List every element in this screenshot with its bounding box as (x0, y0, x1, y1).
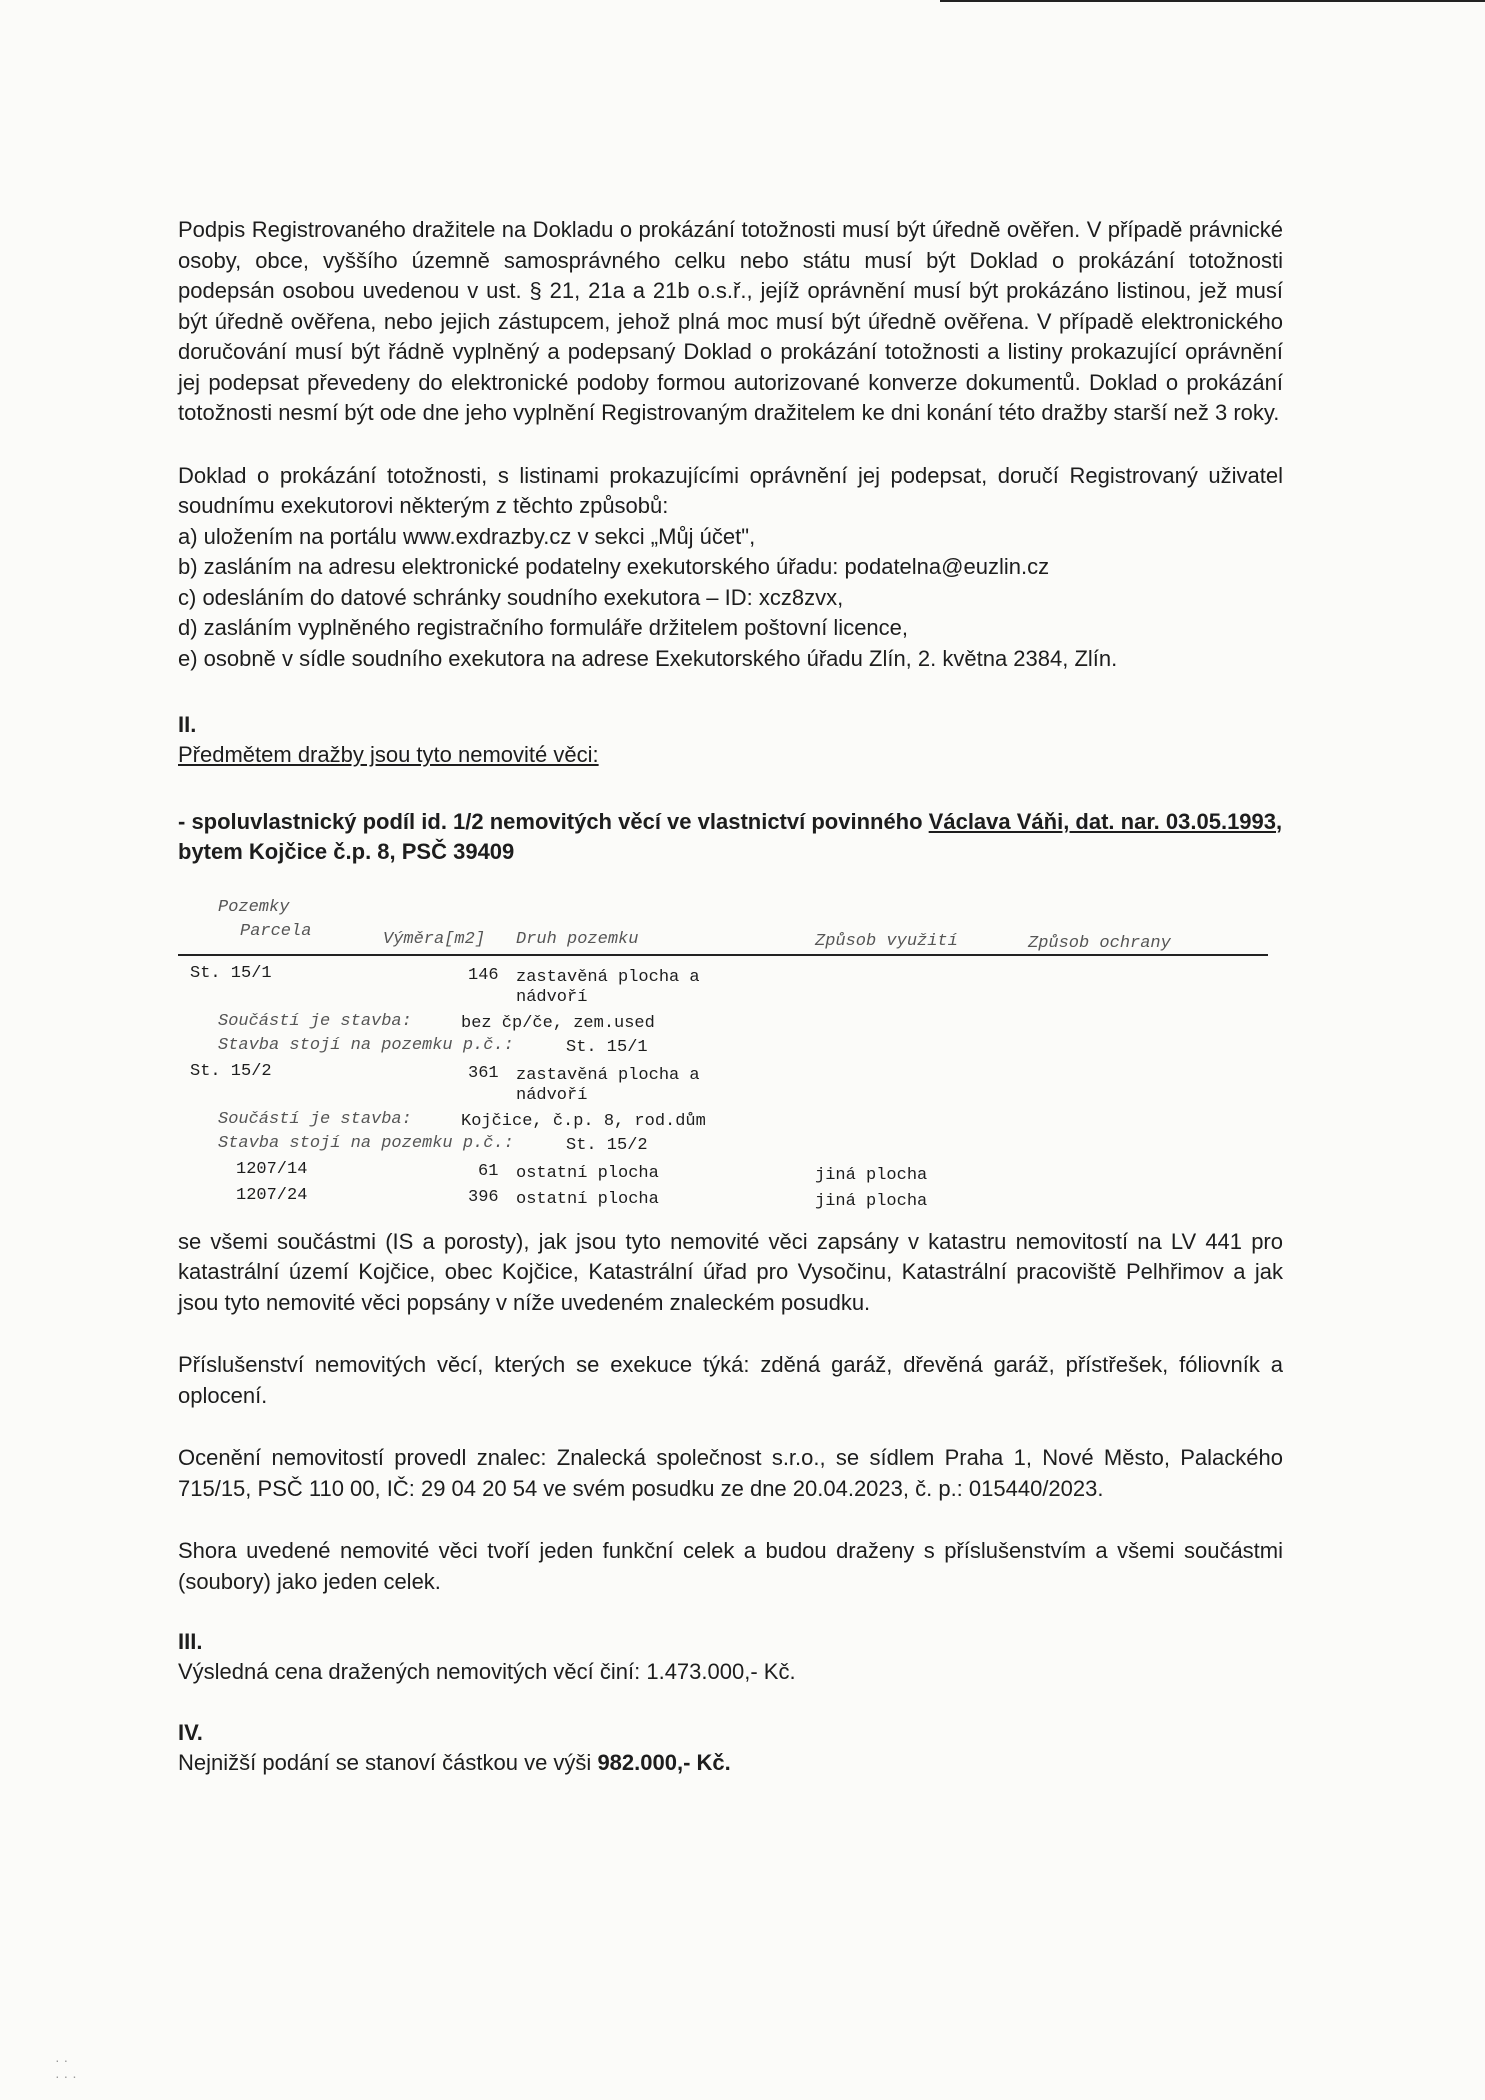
minimum-bid-amount: 982.000,- Kč. (597, 1749, 731, 1775)
r4-vyuziti: jiná plocha (815, 1191, 928, 1211)
delivery-option-a: a) uložením na portálu www.exdrazby.cz v sekci „Můj účet", (178, 523, 756, 549)
r4-parcela: 1207/24 (236, 1185, 308, 1205)
r2-soucast-value: Kojčice, č.p. 8, rod.dům (461, 1111, 706, 1131)
r1-soucast-value: bez čp/če, zem.used (461, 1013, 655, 1033)
delivery-option-c: c) odesláním do datové schránky soudního exekutora – ID: xcz8zvx, (178, 584, 844, 610)
th-parcela: Parcela (240, 921, 312, 941)
th-vyuziti: Způsob využití (815, 931, 958, 951)
r2-vymera: 361 (468, 1063, 499, 1083)
valuation-paragraph: Ocenění nemovitostí provedl znalec: Znalecká společnost s.r.o., se sídlem Praha 1, Nové Město, Palackého 715/15, PSČ 110 00, IČ: 29 04 20 54 ve svém posudku ze dne 20.04.2023, č. p.: 015440/2023. (178, 1445, 1283, 1501)
minimum-bid-line (178, 1748, 1283, 1779)
r2-soucast-label: Součástí je stavba: (218, 1109, 412, 1129)
registry-paragraph: se všemi součástmi (IS a porosty), jak jsou tyto nemovité věci zapsány v katastru nemovitostí na LV 441 pro katastrální území Kojčice, obec Kojčice, Katastrální úřad pro Vysočinu, Katastrální pracoviště Pelhřimov a jak jsou tyto nemovité věci popsány v níže uvedeném znaleckém posudku. (178, 1228, 1283, 1315)
scan-speckles: · · · · · (55, 2052, 77, 2084)
section-number-3: III. (178, 1629, 203, 1654)
table-header-rule (178, 954, 1268, 956)
r1-druh-cont: nádvoří (516, 987, 588, 1007)
delivery-option-d: d) zasláním vyplněného registračního formuláře držitelem poštovní licence, (178, 615, 909, 640)
r3-druh: ostatní plocha (516, 1163, 659, 1183)
final-price-text: Výsledná cena dražených nemovitých věcí činí: 1.473.000,- Kč. (178, 1659, 796, 1684)
intro-paragraph-1: Podpis Registrovaného dražitele na Dokladu o prokázání totožnosti musí být úředně ověřen. V případě právnické osoby, obce, vyššího územně samosprávného celku nebo státu musí být Doklad o prokázání totožnosti podepsán osobou uvedenou v ust. § 21, 21a a 21b o.s.ř., jejíž oprávnění musí být prokázáno listinou, jež musí být úředně ověřena, nebo jejich zástupcem, jehož plná moc musí být úředně ověřena. V případě elektronického doručování musí být řádně vyplněný a podepsaný Doklad o prokázání totožnosti a listiny prokazující oprávnění jej podepsat převedeny do elektronické podoby formou autorizované konverze dokumentů. Doklad o prokázání totožnosti nesmí být ode dne jeho vyplnění Registrovaným dražitelem ke dni konání této dražby starší než 3 roky. (178, 217, 1283, 425)
th-druh: Druh pozemku (516, 929, 639, 949)
top-border-line (940, 0, 1485, 2)
delivery-option-b: b) zasláním na adresu elektronické podatelny exekutorského úřadu: podatelna@euzlin.cz (178, 554, 1050, 579)
th-ochrany: Způsob ochrany (1028, 933, 1171, 953)
r2-stoji-value: St. 15/2 (566, 1135, 648, 1155)
r2-stoji-label: Stavba stojí na pozemku p.č.: (218, 1133, 514, 1153)
r1-stoji-label: Stavba stojí na pozemku p.č.: (218, 1035, 514, 1055)
r1-vymera: 146 (468, 965, 499, 985)
section-number-2: II. (178, 712, 197, 737)
r1-parcela: St. 15/1 (190, 963, 272, 983)
parcel-table (178, 886, 1283, 1211)
subject-post: , bytem Kojčice č.p. 8, PSČ 39409 (178, 808, 1283, 864)
delivery-option-e: e) osobně v sídle soudního exekutora na adrese Exekutorského úřadu Zlín, 2. května 2384, Zlín. (178, 645, 1118, 671)
minimum-bid-text: Nejnižší podání se stanoví částkou ve výši (178, 1749, 598, 1775)
subject-line (178, 807, 1283, 868)
unit-paragraph: Shora uvedené nemovité věci tvoří jeden funkční celek a budou draženy s příslušenstvím a všemi součástmi (soubory) jako jeden celek. (178, 1538, 1283, 1594)
r2-druh: zastavěná plocha a (516, 1065, 700, 1085)
document-content (178, 215, 1283, 1778)
r3-vyuziti: jiná plocha (815, 1165, 928, 1185)
r3-parcela: 1207/14 (236, 1159, 308, 1179)
section-heading-2: Předmětem dražby jsou tyto nemovité věci: (178, 742, 599, 767)
r4-vymera: 396 (468, 1187, 499, 1207)
r1-stoji-value: St. 15/1 (566, 1037, 648, 1057)
th-pozemky: Pozemky (218, 897, 290, 917)
r2-druh-cont: nádvoří (516, 1085, 588, 1105)
th-vymera: Výměra[m2] (383, 929, 486, 949)
r3-vymera: 61 (478, 1161, 499, 1181)
r4-druh: ostatní plocha (516, 1189, 659, 1209)
subject-pre: - spoluvlastnický podíl id. 1/2 nemovitých věcí ve vlastnictví povinného (178, 808, 929, 834)
accessories-paragraph: Příslušenství nemovitých věcí, kterých se exekuce týká: zděná garáž, dřevěná garáž, přístřešek, fóliovník a oplocení. (178, 1352, 1283, 1408)
r1-druh: zastavěná plocha a (516, 967, 700, 987)
subject-name: Václava Váňi, dat. nar. 03.05.1993 (928, 808, 1277, 834)
r1-soucast-label: Součástí je stavba: (218, 1011, 412, 1031)
r2-parcela: St. 15/2 (190, 1061, 272, 1081)
intro-paragraph-2: Doklad o prokázání totožnosti, s listinami prokazujícími oprávnění jej podepsat, doručí Registrovaný uživatel soudnímu exekutorovi některým z těchto způsobů: (178, 462, 1283, 518)
section-number-4: IV. (178, 1719, 203, 1745)
